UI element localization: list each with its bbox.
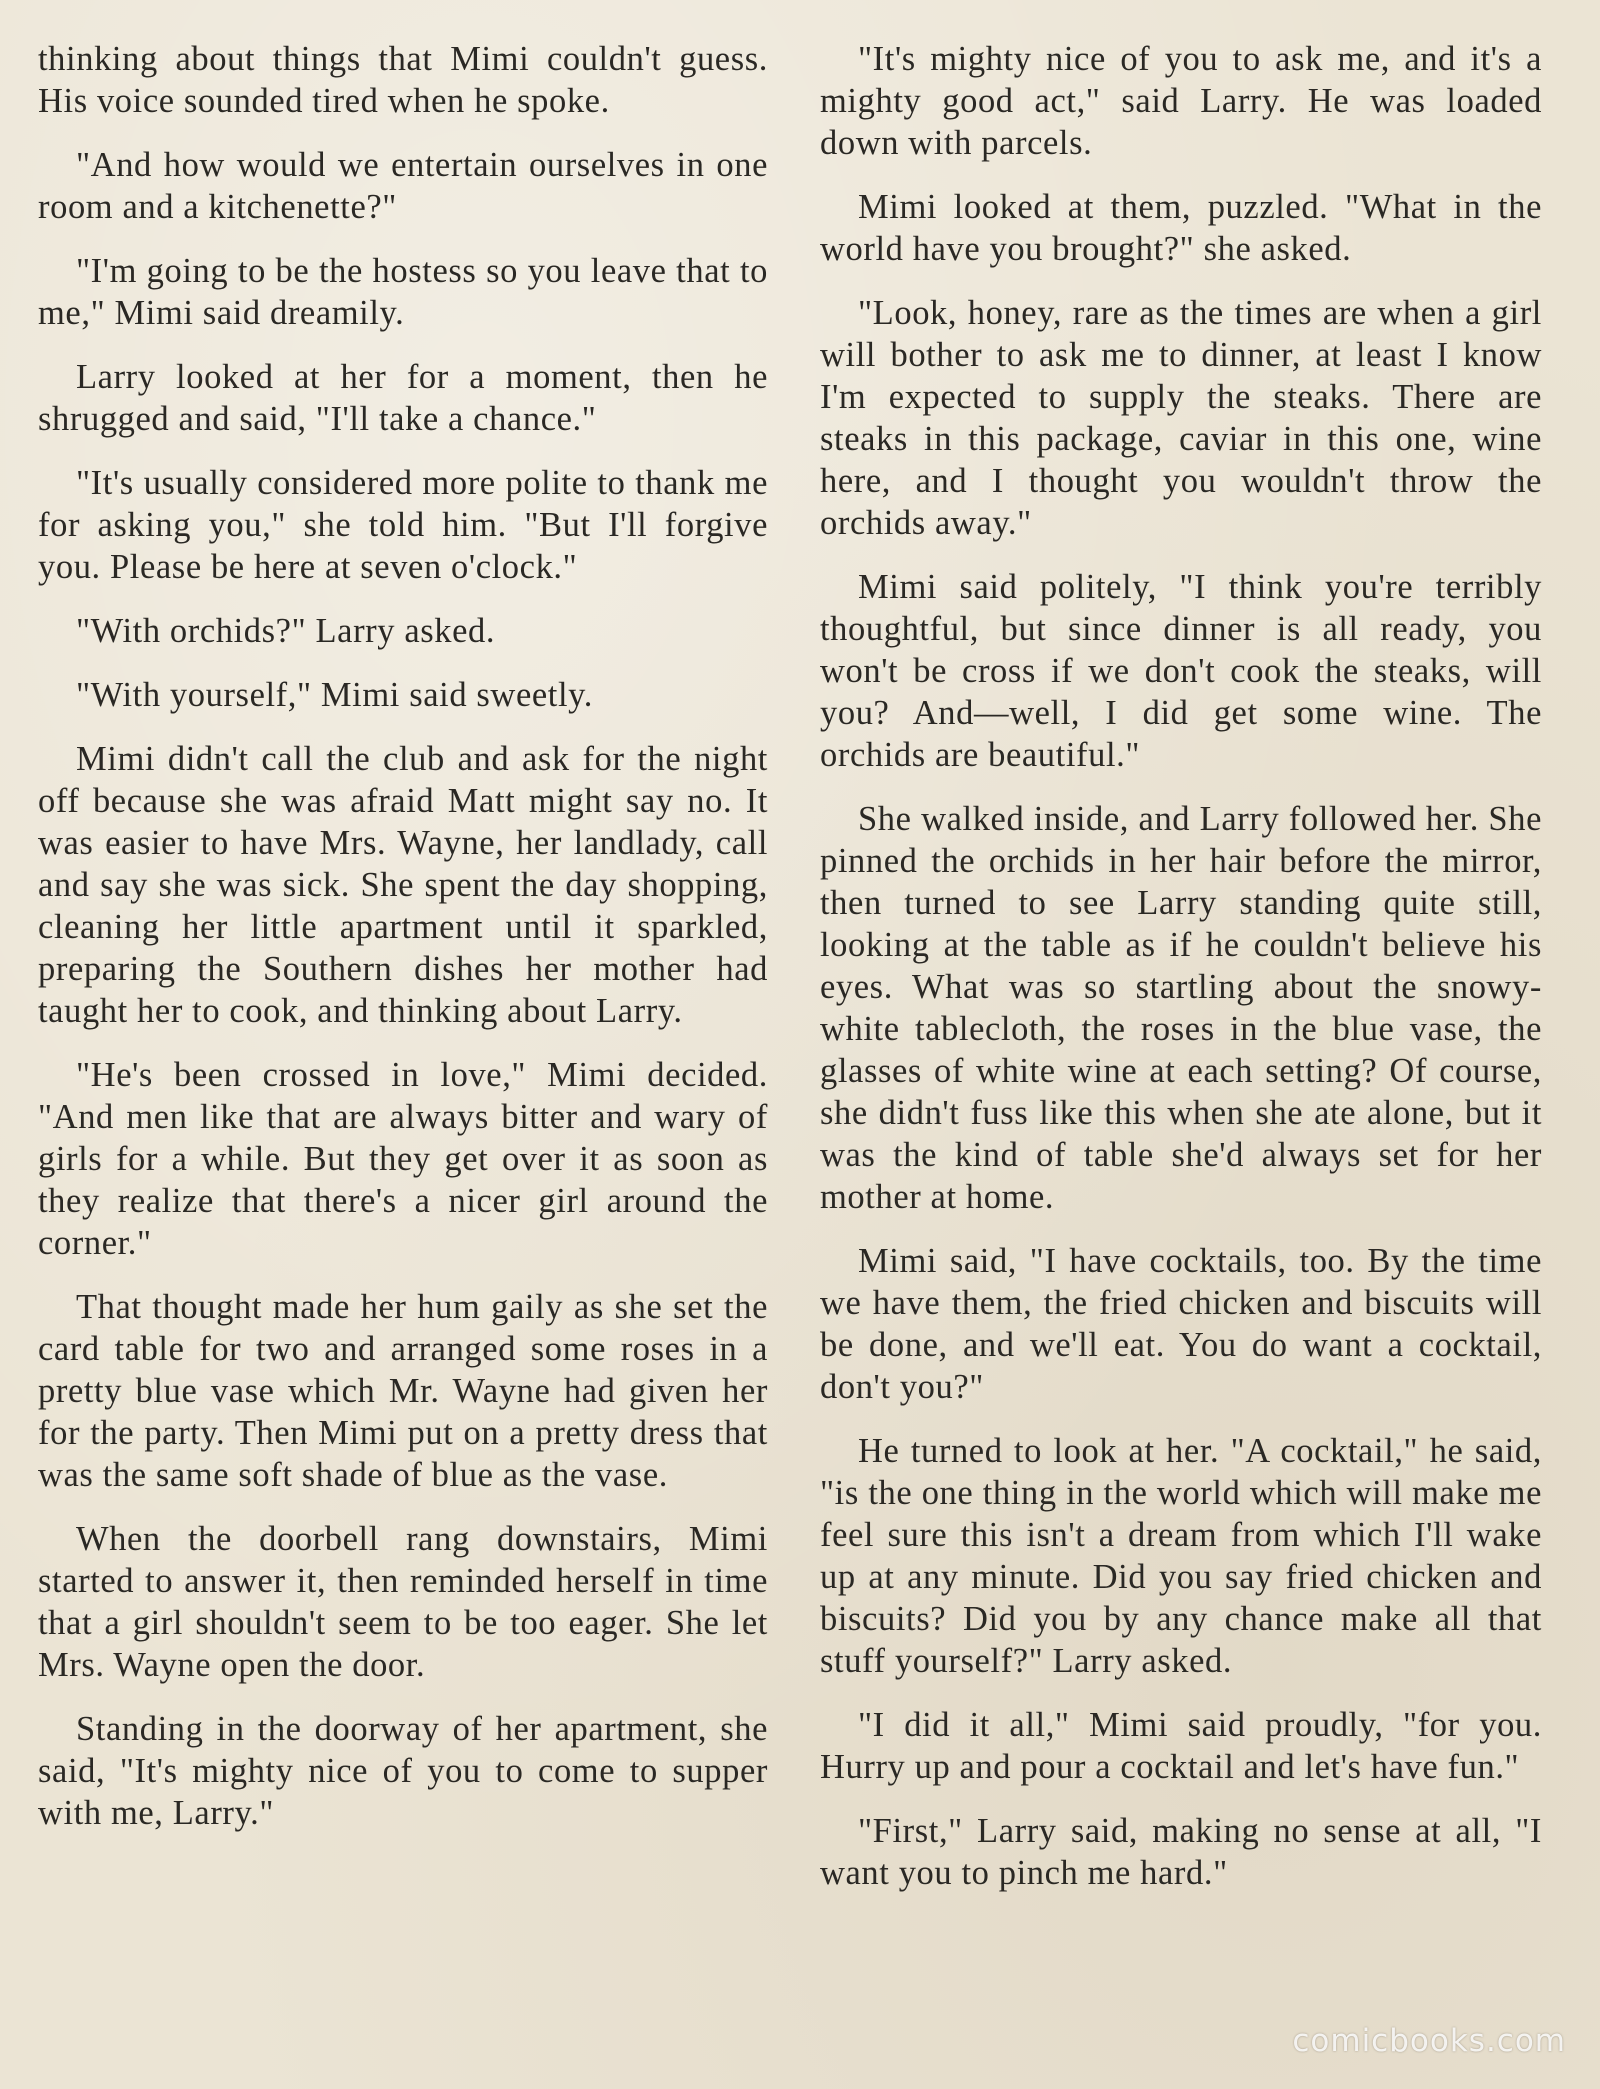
paragraph: Mimi didn't call the club and ask for the night off because she was afraid Matt might say no. It was easier to have Mrs. Wayne, her landlady, call and say she was sick. She spent the day shopping, cleaning her little apartment until it sparkled, preparing the Southern dishes her mother had taught her to cook, and thinking about Larry.: [38, 740, 768, 1030]
paragraph: Mimi looked at them, puzzled. "What in the world have you brought?" she asked.: [820, 188, 1542, 268]
paragraph: That thought made her hum gaily as she set the card table for two and arranged some roses in a pretty blue vase which Mr. Wayne had given her for the party. Then Mimi put on a pretty dress that was the same soft shade of blue as the vase.: [38, 1288, 768, 1494]
paragraph: "And how would we entertain ourselves in one room and a kitchenette?": [38, 146, 768, 226]
paragraph: When the doorbell rang downstairs, Mimi started to answer it, then reminded herself in time that a girl shouldn't seem to be too eager. She let Mrs. Wayne open the door.: [38, 1520, 768, 1684]
watermark: comicbooks.com: [1292, 2023, 1566, 2059]
paragraph: "It's mighty nice of you to ask me, and it's a mighty good act," said Larry. He was loaded down with parcels.: [820, 40, 1542, 162]
right-column: [820, 38, 1542, 1916]
paragraph: Mimi said, "I have cocktails, too. By the time we have them, the fried chicken and biscuits will be done, and we'll eat. You do want a cocktail, don't you?": [820, 1242, 1542, 1406]
paragraph: "It's usually considered more polite to thank me for asking you," she told him. "But I'll forgive you. Please be here at seven o'clock.": [38, 464, 768, 586]
paragraph: Mimi said politely, "I think you're terribly thoughtful, but since dinner is all ready, you won't be cross if we don't cook the steaks, will you? And—well, I did get some wine. The orchids are beautiful.": [820, 568, 1542, 774]
paragraph: He turned to look at her. "A cocktail," he said, "is the one thing in the world which will make me feel sure this isn't a dream from which I'll wake up at any minute. Did you say fried chicken and biscuits? Did you by any chance make all that stuff yourself?" Larry asked.: [820, 1432, 1542, 1680]
paragraph: "With orchids?" Larry asked.: [76, 612, 496, 650]
paragraph: "I'm going to be the hostess so you leave that to me," Mimi said dreamily.: [38, 252, 768, 332]
left-column: [38, 38, 768, 1856]
paragraph: "With yourself," Mimi said sweetly.: [76, 676, 593, 714]
paragraph: "He's been crossed in love," Mimi decided. "And men like that are always bitter and wary of girls for a while. But they get over it as soon as they realize that there's a nicer girl around the corner.": [38, 1056, 768, 1262]
paragraph: "Look, honey, rare as the times are when a girl will bother to ask me to dinner, at least I know I'm expected to supply the steaks. There are steaks in this package, caviar in this one, wine here, and I thought you wouldn't throw the orchids away.": [820, 294, 1542, 542]
paragraph: Standing in the doorway of her apartment, she said, "It's mighty nice of you to come to supper with me, Larry.": [38, 1710, 768, 1832]
paragraph: Larry looked at her for a moment, then he shrugged and said, "I'll take a chance.": [38, 358, 768, 438]
paragraph: She walked inside, and Larry followed her. She pinned the orchids in her hair before the mirror, then turned to see Larry standing quite still, looking at the table as if he couldn't believe his eyes. What was so startling about the snowy-white tablecloth, the roses in the blue vase, the glasses of white wine at each setting? Of course, she didn't fuss like this when she ate alone, but it was the kind of table she'd always set for her mother at home.: [820, 800, 1542, 1216]
paragraph: "I did it all," Mimi said proudly, "for you. Hurry up and pour a cocktail and let's have fun.": [820, 1706, 1542, 1786]
paragraph: thinking about things that Mimi couldn't guess. His voice sounded tired when he spoke.: [38, 40, 768, 120]
paragraph: "First," Larry said, making no sense at all, "I want you to pinch me hard.": [820, 1812, 1542, 1892]
